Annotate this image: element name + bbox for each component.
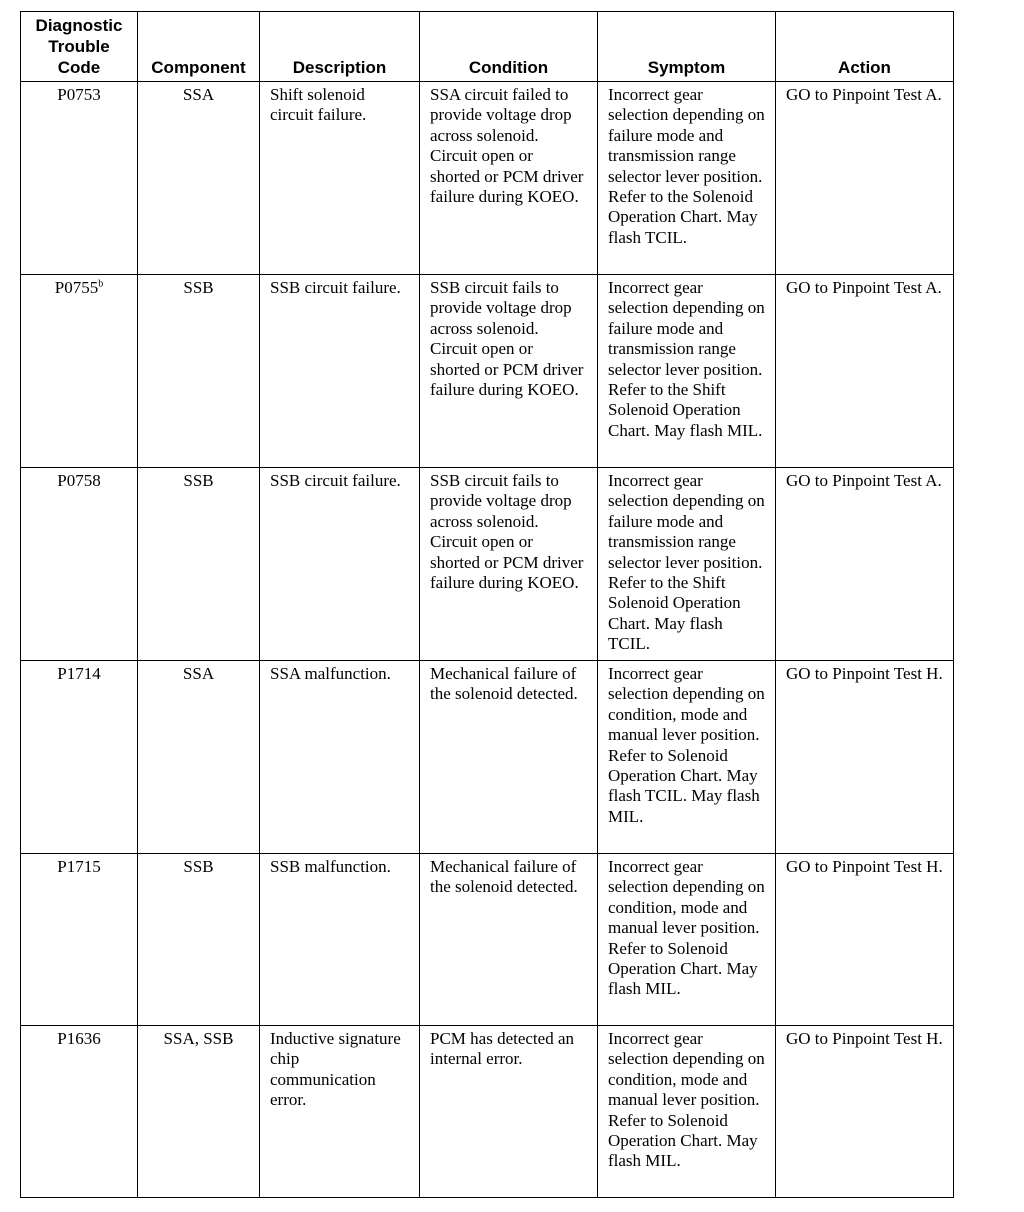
cell-symptom: Incorrect gear selection depending on failure mode and transmission range selector lever position. Refer to the Shift Solenoid Operation Chart. May flash MIL. <box>598 275 776 468</box>
cell-component: SSA <box>138 661 260 854</box>
code-text: P0753 <box>57 85 101 104</box>
cell-code <box>21 661 138 854</box>
table-row <box>21 275 954 468</box>
cell-symptom: Incorrect gear selection depending on failure mode and transmission range selector lever position. Refer to the Solenoid Operation Chart. May flash TCIL. <box>598 82 776 275</box>
table-row <box>21 854 954 1026</box>
cell-condition: SSB circuit fails to provide voltage drop across solenoid. Circuit open or shorted or PCM driver failure during KOEO. <box>420 275 598 468</box>
table-row <box>21 82 954 275</box>
header-component: Component <box>138 12 260 82</box>
cell-component: SSB <box>138 275 260 468</box>
cell-action: GO to Pinpoint Test H. <box>776 854 954 1026</box>
cell-component: SSB <box>138 854 260 1026</box>
cell-description: SSA malfunction. <box>260 661 420 854</box>
table-row <box>21 661 954 854</box>
cell-condition: SSB circuit fails to provide voltage drop across solenoid. Circuit open or shorted or PCM driver failure during KOEO. <box>420 468 598 661</box>
header-description: Description <box>260 12 420 82</box>
cell-symptom: Incorrect gear selection depending on failure mode and transmission range selector lever position. Refer to the Shift Solenoid Operation Chart. May flash TCIL. <box>598 468 776 661</box>
cell-action: GO to Pinpoint Test H. <box>776 661 954 854</box>
cell-condition: SSA circuit failed to provide voltage drop across solenoid. Circuit open or shorted or PCM driver failure during KOEO. <box>420 82 598 275</box>
cell-component: SSA <box>138 82 260 275</box>
code-text: P1715 <box>57 857 101 876</box>
header-code: Diagnostic Trouble Code <box>21 12 138 82</box>
cell-code <box>21 82 138 275</box>
cell-action: GO to Pinpoint Test A. <box>776 275 954 468</box>
cell-description: Shift solenoid circuit failure. <box>260 82 420 275</box>
code-text: P0755 <box>54 278 99 297</box>
cell-code <box>21 1026 138 1198</box>
table-row <box>21 468 954 661</box>
code-text: P1714 <box>57 664 101 683</box>
cell-description: SSB circuit failure. <box>260 468 420 661</box>
cell-component: SSB <box>138 468 260 661</box>
cell-condition: Mechanical failure of the solenoid detected. <box>420 661 598 854</box>
header-condition: Condition <box>420 12 598 82</box>
cell-description: Inductive signature chip communication error. <box>260 1026 420 1198</box>
header-action: Action <box>776 12 954 82</box>
cell-description: SSB circuit failure. <box>260 275 420 468</box>
cell-condition: Mechanical failure of the solenoid detected. <box>420 854 598 1026</box>
cell-action: GO to Pinpoint Test H. <box>776 1026 954 1198</box>
code-footnote: b <box>98 278 104 290</box>
cell-action: GO to Pinpoint Test A. <box>776 468 954 661</box>
cell-action: GO to Pinpoint Test A. <box>776 82 954 275</box>
cell-symptom: Incorrect gear selection depending on condition, mode and manual lever position. Refer to Solenoid Operation Chart. May flash MIL. <box>598 1026 776 1198</box>
table-row <box>21 1026 954 1198</box>
cell-code <box>21 468 138 661</box>
cell-description: SSB malfunction. <box>260 854 420 1026</box>
code-text: P0758 <box>57 471 101 490</box>
cell-symptom: Incorrect gear selection depending on condition, mode and manual lever position. Refer to Solenoid Operation Chart. May flash TCIL. May flash MIL. <box>598 661 776 854</box>
header-row <box>21 12 954 82</box>
cell-component: SSA, SSB <box>138 1026 260 1198</box>
header-symptom: Symptom <box>598 12 776 82</box>
cell-symptom: Incorrect gear selection depending on condition, mode and manual lever position. Refer to Solenoid Operation Chart. May flash MIL. <box>598 854 776 1026</box>
cell-code <box>21 275 138 468</box>
cell-code <box>21 854 138 1026</box>
cell-condition: PCM has detected an internal error. <box>420 1026 598 1198</box>
code-text: P1636 <box>57 1029 101 1048</box>
dtc-table <box>20 11 954 1198</box>
